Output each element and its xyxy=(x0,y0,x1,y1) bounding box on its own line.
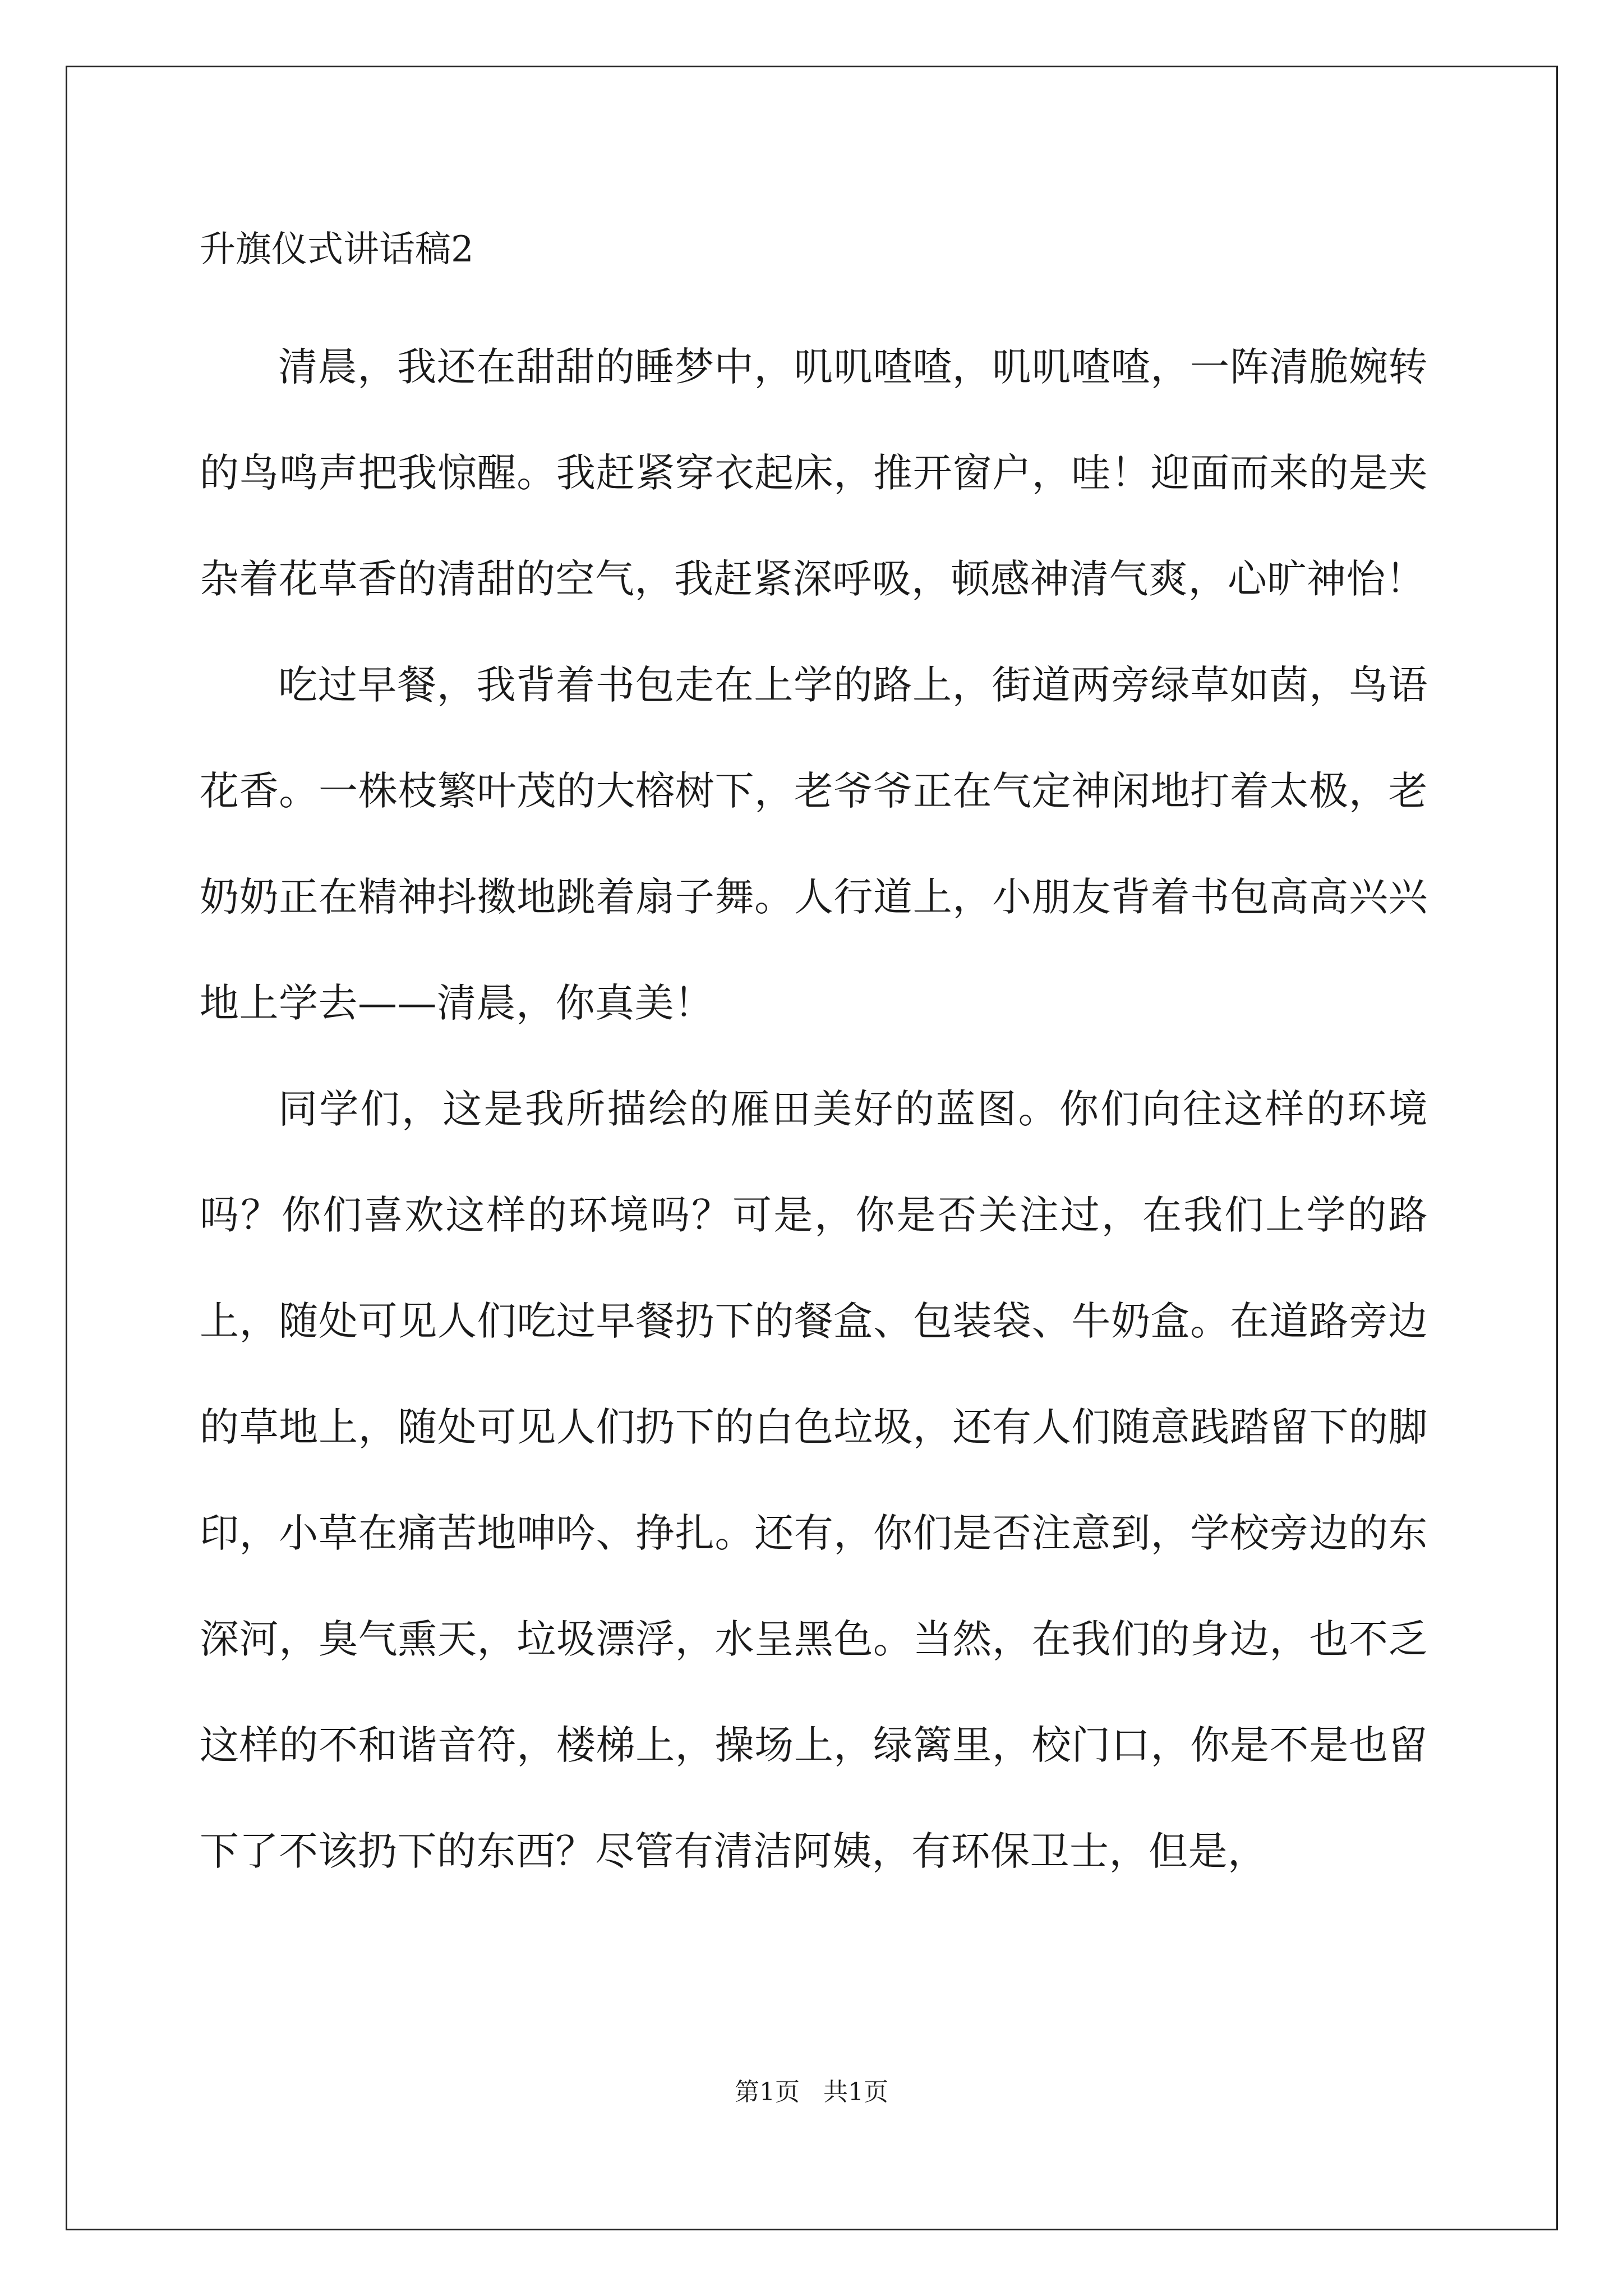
paragraph-2: 吃过早餐，我背着书包走在上学的路上，街道两旁绿草如茵，鸟语花香。一株枝繁叶茂的大榕树下，老爷爷正在气定神闲地打着太极，老奶奶正在精神抖擞地跳着扇子舞。人行道上，小朋友背着书包高高兴兴地上学去——清晨，你真美！ xyxy=(200,662,1428,1026)
document-title: 升旗仪式讲话稿2 xyxy=(200,229,474,270)
paragraph-1: 清晨，我还在甜甜的睡梦中，叽叽喳喳，叽叽喳喳，一阵清脆婉转的鸟鸣声把我惊醒。我赶紧穿衣起床，推开窗户，哇！迎面而来的是夹杂着花草香的清甜的空气，我赶紧深呼吸，顿感神清气爽，心旷神怡！ xyxy=(200,344,1428,602)
page-number-footer: 第1页 共1页 xyxy=(735,2078,888,2106)
document-body xyxy=(200,314,1428,1904)
paragraph-3: 同学们，这是我所描绘的雁田美好的蓝图。你们向往这样的环境吗？你们喜欢这样的环境吗？可是，你是否关注过，在我们上学的路上，随处可见人们吃过早餐扔下的餐盒、包装袋、牛奶盒。在道路旁边的草地上，随处可见人们扔下的白色垃圾，还有人们随意践踏留下的脚印，小草在痛苦地呻吟、挣扎。还有，你们是否注意到，学校旁边的东深河，臭气熏天，垃圾漂浮，水呈黑色。当然，在我们的身边，也不乏这样的不和谐音符，楼梯上，操场上，绿篱里，校门口，你是不是也留下了不该扔下的东西？尽管有清洁阿姨，有环保卫士，但是， xyxy=(200,1086,1428,1874)
